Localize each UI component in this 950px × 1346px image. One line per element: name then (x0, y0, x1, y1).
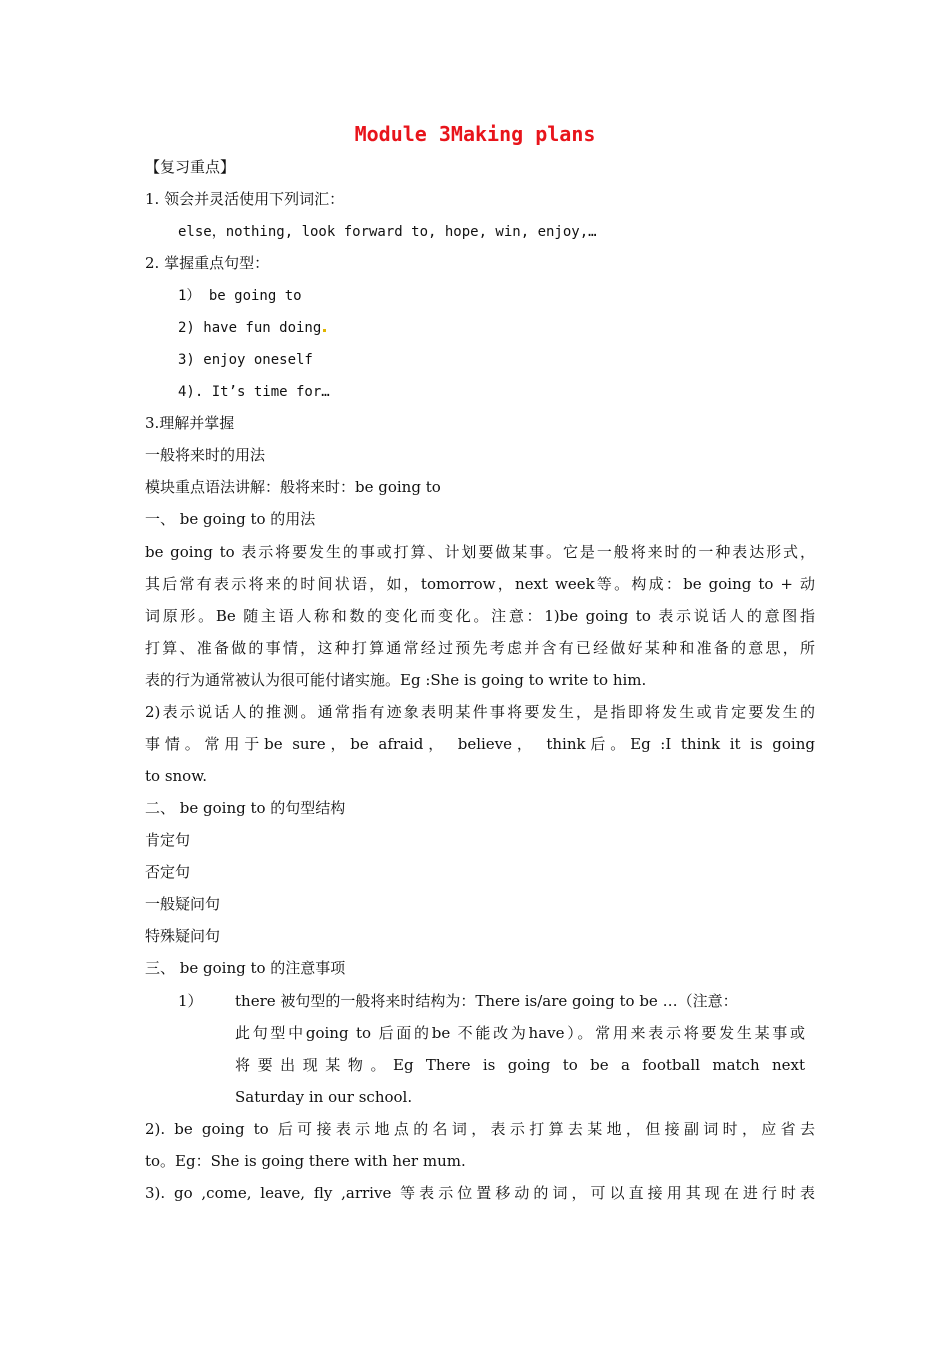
pattern-3: 3) enjoy oneself (178, 352, 313, 368)
note-1-line-1: there 被句型的一般将来时结构为：There is/are going to be …（注意： (235, 992, 738, 1010)
note-3-line-1: 3). go ,come, leave, fly ,arrive 等表示位置移动的词，可以直接用其现在进行时表 (145, 1184, 815, 1202)
section-2-heading: 二、 be going to 的句型结构 (145, 799, 346, 817)
s1-p2-line-1: 2)表示说话人的推测。通常指有迹象表明某件事将要发生，是指即将发生或肯定要发生的 (145, 703, 815, 721)
pattern-1: 1） be going to (178, 288, 302, 304)
pattern-2 (178, 318, 848, 338)
mark-dot (323, 329, 326, 332)
item-1: 1. 领会并灵活使用下列词汇： (145, 190, 345, 208)
section-1-heading: 一、 be going to 的用法 (145, 510, 316, 528)
s1-p1-line-5: 表的行为通常被认为很可能付诸实施。Eg :She is going to write to him. (145, 671, 647, 689)
section-3-heading: 三、 be going to 的注意事项 (145, 959, 346, 977)
sentence-type: 肯定句 (145, 831, 191, 849)
review-heading: 【复习重点】 (145, 158, 236, 176)
note-2-line-2: to。Eg：She is going there with her mum. (145, 1152, 466, 1170)
page-title: Module 3Making plans (354, 122, 596, 146)
s1-p1-line-4: 打算、准备做的事情，这种打算通常经过预先考虑并含有已经做好某种和准备的意思，所 (145, 639, 815, 657)
sentence-type: 特殊疑问句 (145, 927, 221, 945)
pattern-4: 4). It’s time for… (178, 384, 330, 400)
s1-p1-line-2: 其后常有表示将来的时间状语，如，tomorrow，next week等。构成：be going to + 动 (145, 575, 815, 593)
s1-p2-line-2: 事情。常用于be sure，be afraid， believe， think后。Eg :I think it is going (145, 735, 815, 753)
note-1-line-2: 此句型中going to 后面的be 不能改为have）。常用来表示将要发生某事或 (235, 1024, 805, 1042)
note-2-line-1: 2). be going to 后可接表示地点的名词，表示打算去某地，但接副词时，应省去 (145, 1120, 815, 1138)
sentence-type: 否定句 (145, 863, 191, 881)
sentence-type: 一般疑问句 (145, 895, 221, 913)
item-3-sub: 一般将来时的用法 (145, 446, 266, 464)
item-3: 3.理解并掌握 (145, 414, 235, 432)
item-2: 2. 掌握重点句型： (145, 254, 270, 272)
s1-p2-line-3: to snow. (145, 767, 208, 785)
s1-p1-line-1: be going to 表示将要发生的事或打算、计划要做某事。它是一般将来时的一种表达形式， (145, 543, 815, 561)
note-1-line-4: Saturday in our school. (235, 1088, 413, 1106)
note-1-line-3: 将要出现某物。Eg There is going to be a football match next (235, 1056, 805, 1074)
note-1-number: 1） (178, 992, 203, 1010)
grammar-intro: 模块重点语法讲解：般将来时：be going to (145, 478, 441, 496)
pattern-2-text: 2) have fun doing (178, 320, 322, 336)
s1-p1-line-3: 词原形。Be 随主语人称和数的变化而变化。注意：1)be going to 表示说话人的意图指 (145, 607, 815, 625)
vocab-list: else，nothing, look forward to, hope, win, enjoy,… (178, 224, 597, 240)
